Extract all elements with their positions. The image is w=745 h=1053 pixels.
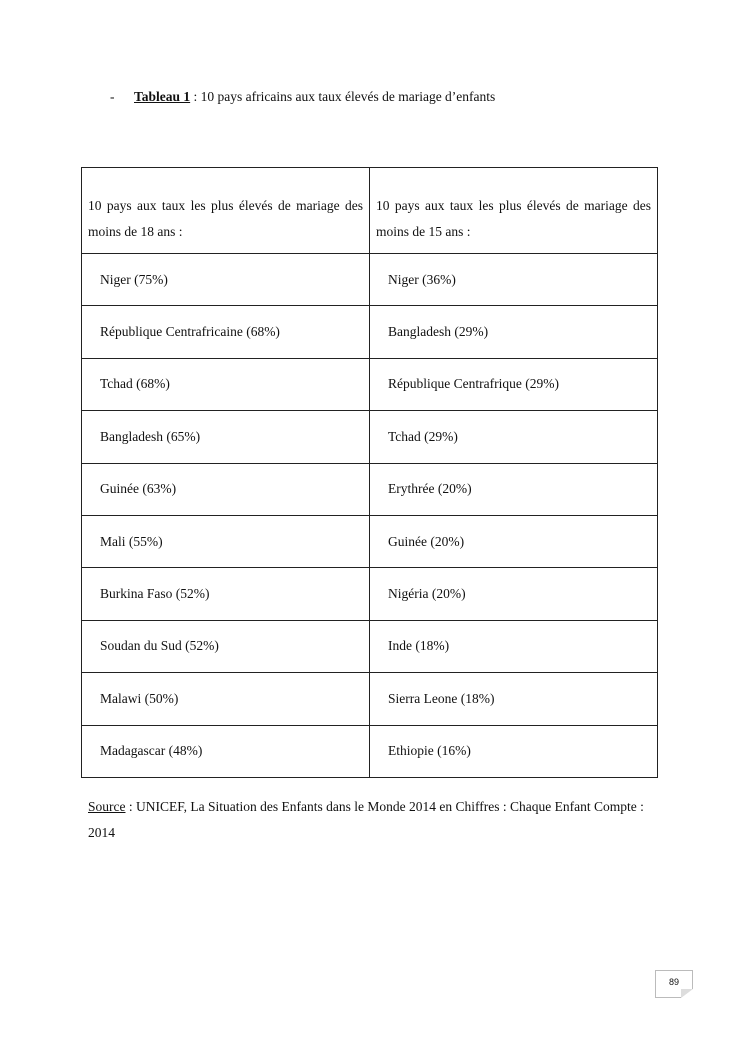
table-row xyxy=(82,673,658,725)
table-row xyxy=(82,725,658,777)
cell-under-15: République Centrafrique (29%) xyxy=(370,358,658,410)
table-row xyxy=(82,463,658,515)
table-row xyxy=(82,358,658,410)
cell-under-15: Ethiopie (16%) xyxy=(370,725,658,777)
table-caption xyxy=(110,89,495,105)
bullet: - xyxy=(110,89,115,104)
table-row xyxy=(82,515,658,567)
cell-under-15: Erythrée (20%) xyxy=(370,463,658,515)
data-table xyxy=(81,167,658,778)
cell-under-18: Malawi (50%) xyxy=(82,673,370,725)
table-row xyxy=(82,254,658,306)
cell-under-15: Niger (36%) xyxy=(370,254,658,306)
cell-under-18: Mali (55%) xyxy=(82,515,370,567)
caption-text: : 10 pays africains aux taux élevés de mariage d’enfants xyxy=(190,89,496,104)
cell-under-18: République Centrafricaine (68%) xyxy=(82,306,370,358)
table-row xyxy=(82,620,658,672)
source-note xyxy=(88,794,658,846)
cell-under-15: Tchad (29%) xyxy=(370,411,658,463)
cell-under-18: Burkina Faso (52%) xyxy=(82,568,370,620)
cell-under-15: Nigéria (20%) xyxy=(370,568,658,620)
source-text: : UNICEF, La Situation des Enfants dans le Monde 2014 en Chiffres : Chaque Enfant Compte : 2014 xyxy=(88,799,644,840)
cell-under-15: Sierra Leone (18%) xyxy=(370,673,658,725)
header-cell-under-15: 10 pays aux taux les plus élevés de mariage des moins de 15 ans : xyxy=(370,168,658,254)
cell-under-15: Inde (18%) xyxy=(370,620,658,672)
cell-under-18: Tchad (68%) xyxy=(82,358,370,410)
cell-under-18: Guinée (63%) xyxy=(82,463,370,515)
cell-under-18: Madagascar (48%) xyxy=(82,725,370,777)
cell-under-18: Bangladesh (65%) xyxy=(82,411,370,463)
cell-under-15: Guinée (20%) xyxy=(370,515,658,567)
caption-label: Tableau 1 xyxy=(134,89,191,104)
table-row xyxy=(82,411,658,463)
table-row xyxy=(82,306,658,358)
table-row xyxy=(82,568,658,620)
page-number: 89 xyxy=(655,970,693,998)
header-cell-under-18: 10 pays aux taux les plus élevés de mariage des moins de 18 ans : xyxy=(82,168,370,254)
cell-under-18: Niger (75%) xyxy=(82,254,370,306)
table-header-row xyxy=(82,168,658,254)
cell-under-15: Bangladesh (29%) xyxy=(370,306,658,358)
cell-under-18: Soudan du Sud (52%) xyxy=(82,620,370,672)
source-label: Source xyxy=(88,799,126,814)
